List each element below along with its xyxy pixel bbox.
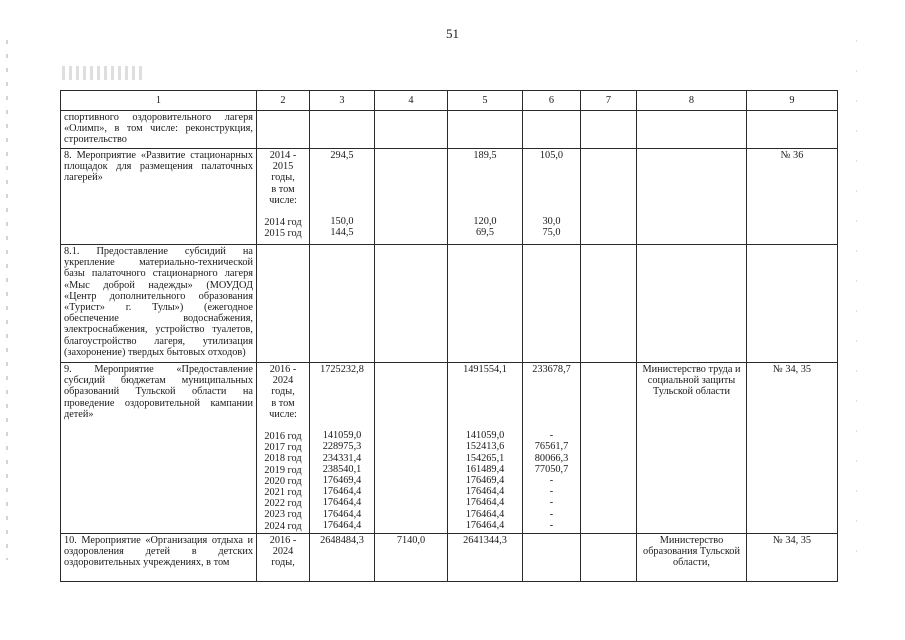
cell-line: 176464,4 [322,486,362,498]
scan-edge-right [856,40,857,560]
indicator-cell: № 34, 35 [747,534,838,582]
cell-line: в том [271,397,295,409]
cell-line: 141059,0 [322,430,362,442]
cell-line: 7140,0 [396,535,426,546]
column-header-1: 1 [61,91,257,111]
period-cell [257,245,310,363]
federal-cell [375,245,448,363]
period-cell [257,149,310,245]
cell-line: 69,5 [475,227,495,239]
column-header-2: 2 [257,91,310,111]
cell-line: 189,5 [473,150,497,161]
executor-cell: Министерство труда и социальной защиты Тульской области [637,363,747,534]
cell-line: 2024 год [264,520,302,532]
cell-line: 2018 год [264,453,302,465]
extrabudget-cell [581,111,637,149]
total-cell [310,363,375,534]
executor-cell: Министерство образования Тульской области, [637,534,747,582]
total-cell [310,149,375,245]
extrabudget-cell [581,245,637,363]
extrabudget-cell [581,149,637,245]
table-row [61,534,838,582]
cell-line: в том [271,183,295,195]
cell-line: 176464,4 [465,508,505,520]
description-cell: 9. Мероприятие «Предоставление субсидий бюджетам муниципальных образований Тульской области на проведение оздоровительной кампании детей» [61,363,257,534]
table-row [61,363,838,534]
page-number: 51 [446,26,459,41]
cell-line: 141059,0 [465,430,505,442]
cell-line: - [549,508,554,520]
cell-line: 176464,4 [322,508,362,520]
cell-line: 2020 год [264,475,302,487]
municipal-cell [523,363,581,534]
cell-line: 2015 год [264,228,302,240]
cell-line: - [549,497,554,509]
description-cell: 8.1. Предоставление субсидий на укрепление материально-технической базы палаточного стационарного лагеря «Мыс доброй надежды» (МОУДОД «Центр дополнительного образования «Турист» г. Тулы») (ежегодное обеспечение водоснабжения, электроснабжения, устройство туалетов, благоустройство лагеря, утилизация (захоронение) твердых бытовых отходов) [61,245,257,363]
cell-line: 1725232,8 [320,364,364,375]
cell-line: годы, [271,386,295,398]
cell-line: 2015 [272,161,294,173]
cell-line: - [549,486,554,498]
column-header-6: 6 [523,91,581,111]
column-number-row [61,91,838,111]
regional-cell [448,111,523,149]
extrabudget-cell [581,363,637,534]
cell-line: 2023 год [264,509,302,521]
indicator-cell [747,245,838,363]
cell-line: 2641344,3 [463,535,507,546]
federal-cell [375,534,448,582]
cell-line: 75,0 [542,227,561,239]
column-header-3: 3 [310,91,375,111]
total-cell [310,245,375,363]
period-cell [257,111,310,149]
executor-cell [637,245,747,363]
cell-line: 1491554,1 [463,364,507,375]
column-header-5: 5 [448,91,523,111]
total-cell [310,534,375,582]
cell-line: 176464,4 [465,519,505,531]
period-cell [257,363,310,534]
cell-line: 2024 [272,375,294,387]
cell-line: 154265,1 [465,452,505,464]
cell-line: 2016 - [269,535,297,546]
cell-line: 2648484,3 [320,535,364,546]
regional-cell [448,245,523,363]
period-cell [257,534,310,582]
cell-line: - [549,475,554,487]
cell-line: годы, [271,172,295,184]
cell-line: 294,5 [330,150,354,161]
cell-line: - [549,519,554,531]
extrabudget-cell [581,534,637,582]
cell-line: 238540,1 [322,463,362,475]
cell-line: 30,0 [542,216,561,228]
total-cell [310,111,375,149]
regional-cell [448,149,523,245]
cell-line: 77050,7 [534,463,569,475]
description-cell: спортивного оздоровительного лагеря «Олимп», в том числе: реконструкция, строительство [61,111,257,149]
table-row [61,111,838,149]
column-header-7: 7 [581,91,637,111]
regional-cell [448,363,523,534]
cell-line: числе: [269,194,297,206]
cell-line: 2019 год [264,464,302,476]
description-cell: 10. Мероприятие «Организация отдыха и оздоровления детей в детских оздоровительных учреждениях, в том [61,534,257,582]
cell-line: 2014 - [269,150,297,161]
cell-line: 228975,3 [322,441,362,453]
cell-line: 2017 год [264,442,302,454]
cell-line: 80066,3 [534,452,569,464]
federal-cell [375,149,448,245]
cell-line: 176469,4 [465,475,505,487]
table-row [61,149,838,245]
program-table [60,90,838,582]
cell-line: 144,5 [330,227,354,239]
cell-line: 161489,4 [465,463,505,475]
cell-line: 176469,4 [322,475,362,487]
table-row [61,245,838,363]
scan-edge-left [6,40,8,560]
cell-line: 150,0 [330,216,354,228]
regional-cell [448,534,523,582]
executor-cell [637,149,747,245]
cell-line: 176464,4 [465,486,505,498]
cell-line: 2016 год [264,431,302,443]
indicator-cell [747,111,838,149]
cell-line: 152413,6 [465,441,505,453]
municipal-cell [523,245,581,363]
cell-line: 76561,7 [534,441,569,453]
column-header-9: 9 [747,91,838,111]
cell-line: годы, [271,557,295,569]
indicator-cell: № 34, 35 [747,363,838,534]
cell-line: 2024 [272,546,294,558]
municipal-cell [523,149,581,245]
column-header-4: 4 [375,91,448,111]
executor-cell [637,111,747,149]
cell-line: - [549,430,554,442]
cell-line: 176464,4 [465,497,505,509]
column-header-8: 8 [637,91,747,111]
cell-line: 233678,7 [532,364,571,375]
cell-line: 176464,4 [322,519,362,531]
cell-line: 2014 год [264,217,302,229]
cell-line: 2022 год [264,498,302,510]
cell-line: 105,0 [539,150,564,161]
scan-artifact [62,66,142,80]
federal-cell [375,363,448,534]
cell-line: 234331,4 [322,452,362,464]
cell-line: 176464,4 [322,497,362,509]
indicator-cell: № 36 [747,149,838,245]
cell-line: 2016 - [269,364,297,375]
federal-cell [375,111,448,149]
description-cell: 8. Мероприятие «Развитие стационарных площадок для размещения палаточных лагерей» [61,149,257,245]
cell-line: числе: [269,408,297,420]
municipal-cell [523,111,581,149]
municipal-cell [523,534,581,582]
cell-line: 120,0 [473,216,497,228]
cell-line: 2021 год [264,487,302,499]
